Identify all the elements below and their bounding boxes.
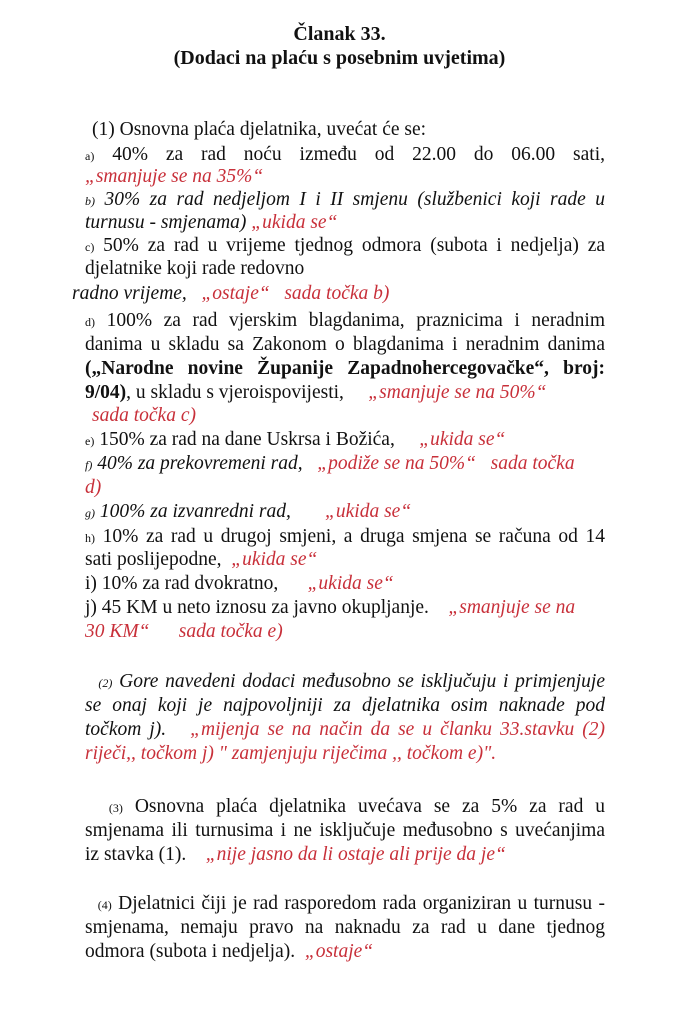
para2-label: (2) (98, 676, 113, 690)
item-i-text: i) 10% za rad dvokratno, (85, 573, 279, 594)
item-b-text-1: 30% za rad nedjeljom I i II smjenu (službenici koji rade u (104, 189, 605, 210)
item-f-note-3: d) (85, 477, 102, 498)
item-a-line1 (85, 144, 605, 167)
para4-line2: smjenama, nemaju pravo na naknadu za rad u dane tjednog (85, 917, 605, 938)
item-c-text-3: radno vrijeme, (72, 283, 187, 304)
item-d-text-4-bold: 9/04) (85, 382, 127, 403)
item-d-note: „smanjuje se na 50%“ (368, 382, 547, 403)
item-j-line1 (85, 597, 575, 619)
para1-intro: (1) Osnovna plaća djelatnika, uvećat će se: (92, 119, 427, 140)
item-j-note: „smanjuje se na (448, 597, 576, 618)
item-h-line2 (85, 549, 317, 571)
item-e-note: „ukida se“ (419, 429, 506, 450)
item-d-line4 (85, 382, 547, 404)
item-f-note-2: sada točka (490, 453, 575, 474)
para4-line3 (85, 941, 373, 963)
para3-label: (3) (108, 801, 123, 815)
para4-text-3: odmora (subota i nedjelja). (85, 941, 296, 962)
item-g-line (85, 501, 411, 524)
item-h-text-1: 10% za rad u drugoj smjeni, a druga smjena se računa od 14 (102, 526, 605, 547)
item-b-note: „ukida se“ (251, 212, 338, 233)
item-j-note-3: sada točka e) (178, 621, 283, 642)
item-g-text: 100% za izvanredni rad, (99, 501, 291, 522)
para4-label: (4) (97, 898, 112, 912)
item-a-line2 (85, 166, 263, 188)
item-c-note: „ostaje“ (201, 283, 270, 304)
para3-line3 (85, 844, 506, 866)
item-h-label: h) (85, 531, 95, 545)
item-a-note: „smanjuje se na 35%“ (85, 166, 264, 187)
item-h-line1 (85, 526, 605, 549)
item-a-text: 40% za rad noću između od 22.00 do 06.00 sati, (112, 144, 605, 165)
item-c-note-2: sada točka b) (284, 283, 390, 304)
item-d-line2: danima u skladu sa Zakonom o blagdanima i neradnim danima (85, 334, 605, 355)
item-f-label: f) (85, 458, 93, 472)
para4-line1 (85, 893, 605, 916)
para2-note-1: „mijenja se na način da se u članku 33.stavku (2) (190, 719, 605, 740)
item-c-label: c) (85, 240, 95, 254)
item-c-line1 (85, 235, 605, 258)
para2-line4 (85, 743, 496, 765)
para2-line2: se onaj koji je najpovoljniji za djelatnika osim naknade pod (85, 695, 605, 716)
item-g-label: g) (85, 506, 95, 520)
item-d-label: d) (85, 315, 95, 329)
para2-text-3: točkom j). (85, 719, 167, 740)
para3-note: „nije jasno da li ostaje ali prije da je“ (205, 844, 506, 865)
para2-line3 (85, 719, 605, 741)
para3-text-3: iz stavka (1). (85, 844, 187, 865)
item-g-note: „ukida se“ (325, 501, 412, 522)
item-d-text-1: 100% za rad vjerskim blagdanima, praznicima i neradnim (106, 310, 606, 331)
para3-line2: smjenama ili turnusima i ne isključuje međusobno s uvećanjima (85, 820, 605, 841)
item-j-note-2: 30 KM“ (85, 621, 150, 642)
item-c-text-1: 50% za rad u vrijeme tjednog odmora (subota i nedjelja) za (103, 235, 605, 256)
item-h-note: „ukida se“ (231, 549, 318, 570)
item-d-line5 (92, 405, 196, 427)
item-i-note: „ukida se“ (307, 573, 394, 594)
article-subheading: (Dodaci na plaću s posebnim uvjetima) (173, 47, 506, 69)
item-f-note: „podiže se na 50%“ (317, 453, 476, 474)
para4-note: „ostaje“ (304, 941, 374, 962)
item-d-text-4: , u skladu s vjeroispovijesti, (126, 382, 344, 403)
item-e-label: e) (85, 434, 95, 448)
item-b-text-2: turnusu - smjenama) (85, 212, 247, 233)
item-b-line2 (85, 212, 337, 234)
item-i-line (85, 573, 394, 595)
item-f-line1 (85, 453, 575, 476)
item-e-line (85, 429, 505, 452)
article-heading: Članak 33. (293, 23, 386, 45)
item-b-line1 (85, 189, 605, 212)
para2-text-1: Gore navedeni dodaci međusobno se isključuju i primjenjuje (119, 671, 606, 692)
item-d-line3: („Narodne novine Županije Zapadnohercegovačke“, broj: (85, 358, 605, 379)
para2-note-2: riječi,, točkom j) " zamjenjuju riječima ,, točkom e)". (85, 743, 497, 764)
item-c-line2: djelatnike koji rade redovno (85, 258, 305, 279)
para3-text-1: Osnovna plaća djelatnika uvećava se za 5% za rad u (134, 796, 606, 817)
item-d-line1 (85, 310, 605, 333)
item-h-text-2: sati poslijepodne, (85, 549, 222, 570)
item-j-line2 (85, 621, 283, 643)
item-d-note-2: sada točka c) (92, 405, 196, 426)
para2-line1 (85, 671, 605, 694)
item-b-label: b) (85, 194, 95, 208)
item-f-line2 (85, 477, 101, 499)
para4-text-1: Djelatnici čiji je rad rasporedom rada organiziran u turnusu - (118, 893, 606, 914)
item-j-text: j) 45 KM u neto iznosu za javno okupljanje. (85, 597, 429, 618)
para3-line1 (85, 796, 605, 819)
item-c-line3 (72, 283, 389, 305)
item-e-text: 150% za rad na dane Uskrsa i Božića, (99, 429, 395, 450)
item-a-label: a) (85, 149, 95, 163)
item-f-text: 40% za prekovremeni rad, (97, 453, 303, 474)
